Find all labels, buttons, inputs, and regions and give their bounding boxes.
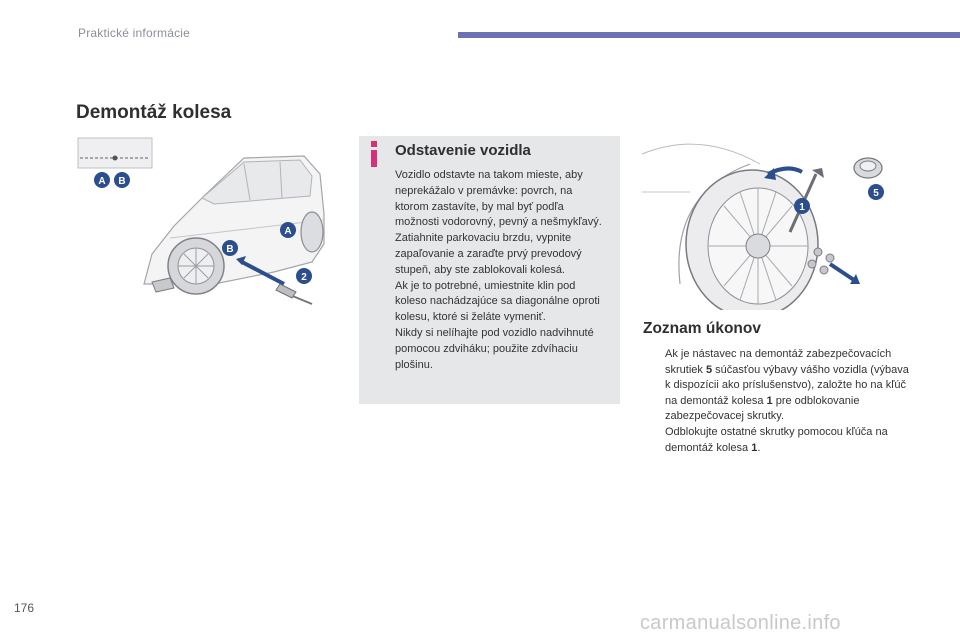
info-paragraph: Vozidlo odstavte na takom mieste, aby neprekážalo v premávke: povrch, na ktorom zastavíte, by mal byť podľa možnosti vodorovný, pevný a nešmykľavý. [395, 169, 602, 229]
steps-list [643, 347, 913, 456]
info-box-title: Odstavenie vozidla [395, 142, 531, 159]
list-item: Ak je nástavec na demontáž zabezpečovacích skrutiek 5 súčasťou výbavy vášho vozidla (výbava k dispozícii ako príslušenstvo), založte ho na kľúč na demontáž kolesa 1 pre odblokovanie zabezpečovacej skrutky. [665, 348, 909, 423]
list-item: Odblokujte ostatné skrutky pomocou kľúča na demontáž kolesa 1. [665, 425, 888, 454]
info-paragraph: Nikdy si nelíhajte pod vozidlo nadvihnuté pomocou zdviháku; použite zdvíhaciu plošinu. [395, 326, 594, 371]
wheel-removal-illustration [640, 134, 896, 310]
callout-2: 2 [301, 272, 307, 283]
watermark: carmanualsonline.info [640, 612, 841, 634]
info-box [359, 136, 620, 404]
info-paragraph: Zatiahnite parkovaciu brzdu, vypnite zapaľovanie a zaraďte prvý prevodový stupeň, aby ste zablokovali kolesá. [395, 232, 582, 276]
page-number: 176 [14, 601, 35, 615]
info-paragraph: Ak je to potrebné, umiestnite klin pod koleso nachádzajúce sa diagonálne oproti kolesu, ktoré si želáte vymeniť. [395, 279, 600, 324]
info-icon [369, 141, 379, 167]
callout-b-top: B [118, 176, 126, 187]
running-header: Praktické informácie [78, 26, 191, 40]
callout-b-car: B [226, 244, 234, 255]
car-jacking-illustration [74, 134, 336, 314]
callout-5: 5 [873, 188, 879, 199]
info-box-text [395, 168, 607, 373]
callout-a-car: A [284, 226, 292, 237]
callout-1: 1 [799, 202, 805, 213]
section-title: Demontáž kolesa [76, 102, 232, 123]
steps-title: Zoznam úkonov [643, 320, 761, 337]
callout-a-top: A [98, 176, 106, 187]
header-accent-bar [458, 32, 960, 38]
